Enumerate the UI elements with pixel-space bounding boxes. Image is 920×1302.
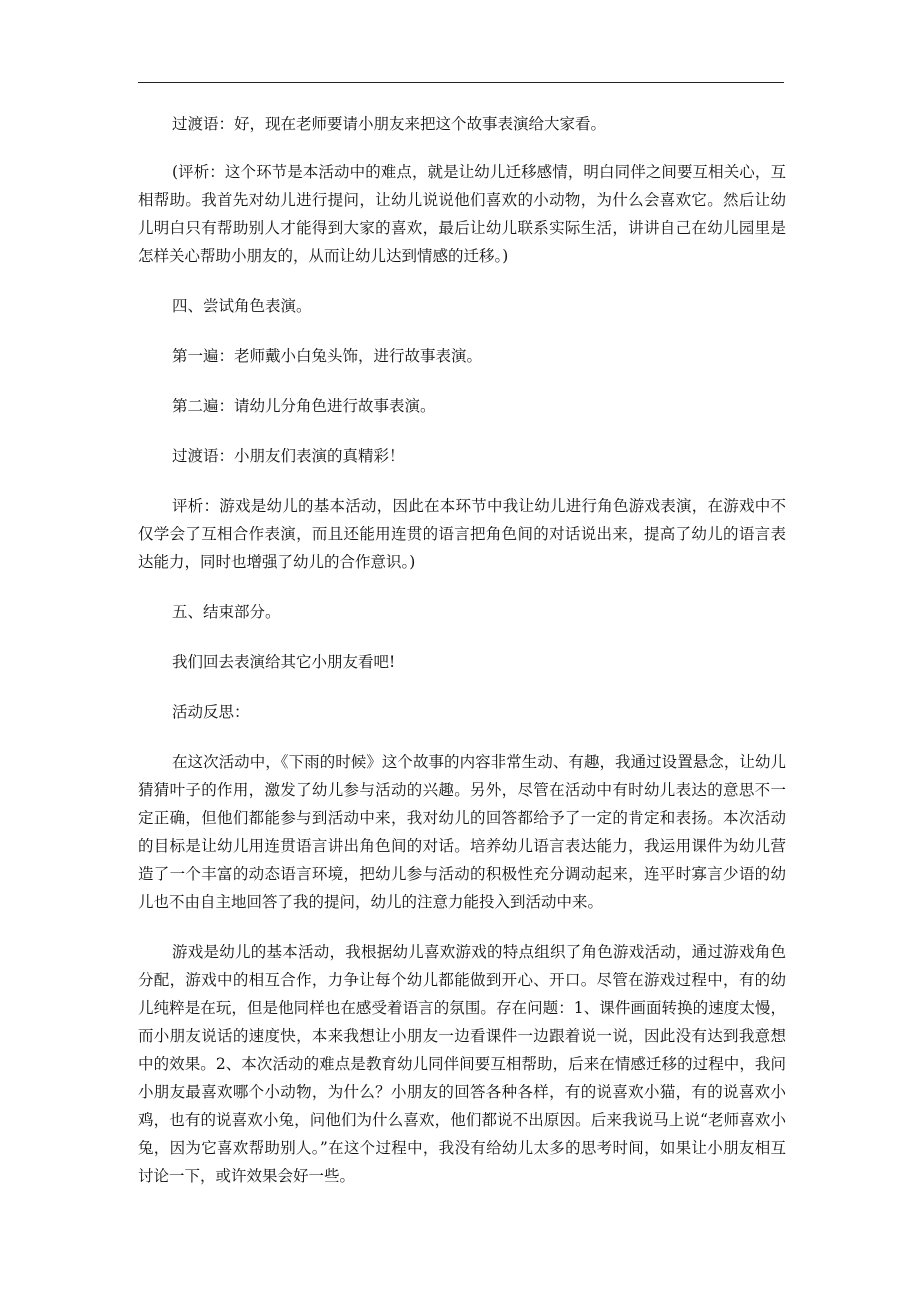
analysis-paragraph-2: 评析：游戏是幼儿的基本活动，因此在本环节中我让幼儿进行角色游戏表演，在游戏中不仅学会了互相合作表演，而且还能用连贯的语言把角色间的对话说出来，提高了幼儿的语言表达能力，同时也增强了幼儿的合作意识。) — [138, 497, 786, 571]
analysis-paragraph-1: (评析：这个环节是本活动中的难点，就是让幼儿迁移感情，明白同伴之间要互相关心，互相帮助。我首先对幼儿进行提问，让幼儿说说他们喜欢的小动物，为什么会喜欢它。然后让幼儿明白只有帮助别人才能得到大家的喜欢，最后让幼儿联系实际生活，讲讲自己在幼儿园里是怎样关心帮助小朋友的，从而让幼儿达到情感的迁移。) — [138, 163, 786, 265]
transition-sentence-2: 过渡语：小朋友们表演的真精彩！ — [172, 447, 405, 465]
reflection-paragraph-2: 游戏是幼儿的基本活动，我根据幼儿喜欢游戏的特点组织了角色游戏活动，通过游戏角色分配，游戏中的相互合作，力争让每个幼儿都能做到开心、开口。尽管在游戏过程中，有的幼儿纯粹是在玩，但是他同样也在感受着语言的氛围。存在问题：1、课件画面转换的速度太慢，而小朋友说话的速度快，本来我想让小朋友一边看课件一边跟着说一说，因此没有达到我意想中的效果。2、本次活动的难点是教育幼儿同伴间要互相帮助，后来在情感迁移的过程中，我问小朋友最喜欢哪个小动物，为什么？小朋友的回答各种各样，有的说喜欢小猫，有的说喜欢小鸡，也有的说喜欢小兔，问他们为什么喜欢，他们都说不出原因。后来我说马上说“老师喜欢小兔，因为它喜欢帮助别人。”在这个过程中，我没有给幼儿太多的思考时间，如果让小朋友相互讨论一下，或许效果会好一些。 — [138, 943, 786, 1185]
header-rule — [138, 82, 784, 83]
closing-sentence: 我们回去表演给其它小朋友看吧! — [172, 653, 396, 671]
reflection-paragraph-1: 在这次活动中，《下雨的时候》这个故事的内容非常生动、有趣，我通过设置悬念，让幼儿猜猜叶子的作用，激发了幼儿参与活动的兴趣。另外，尽管在活动中有时幼儿表达的意思不一定正确，但他们都能参与到活动中来，我对幼儿的回答都给予了一定的肯定和表扬。本次活动的目标是让幼儿用连贯语言讲出角色间的对话。培养幼儿语言表达能力，我运用课件为幼儿营造了一个丰富的动态语言环境，把幼儿参与活动的积极性充分调动起来，连平时寡言少语的幼儿也不由自主地回答了我的提问，幼儿的注意力能投入到活动中来。 — [138, 753, 786, 911]
first-performance: 第一遍：老师戴小白兔头饰，进行故事表演。 — [172, 347, 483, 365]
transition-sentence-1: 过渡语：好，现在老师要请小朋友来把这个故事表演给大家看。 — [172, 115, 607, 133]
second-performance: 第二遍：请幼儿分角色进行故事表演。 — [172, 397, 436, 415]
section-heading-5: 五、结束部分。 — [172, 603, 281, 621]
document-body — [138, 110, 786, 1190]
reflection-title: 活动反思： — [172, 703, 250, 721]
section-heading-4: 四、尝试角色表演。 — [172, 297, 312, 315]
